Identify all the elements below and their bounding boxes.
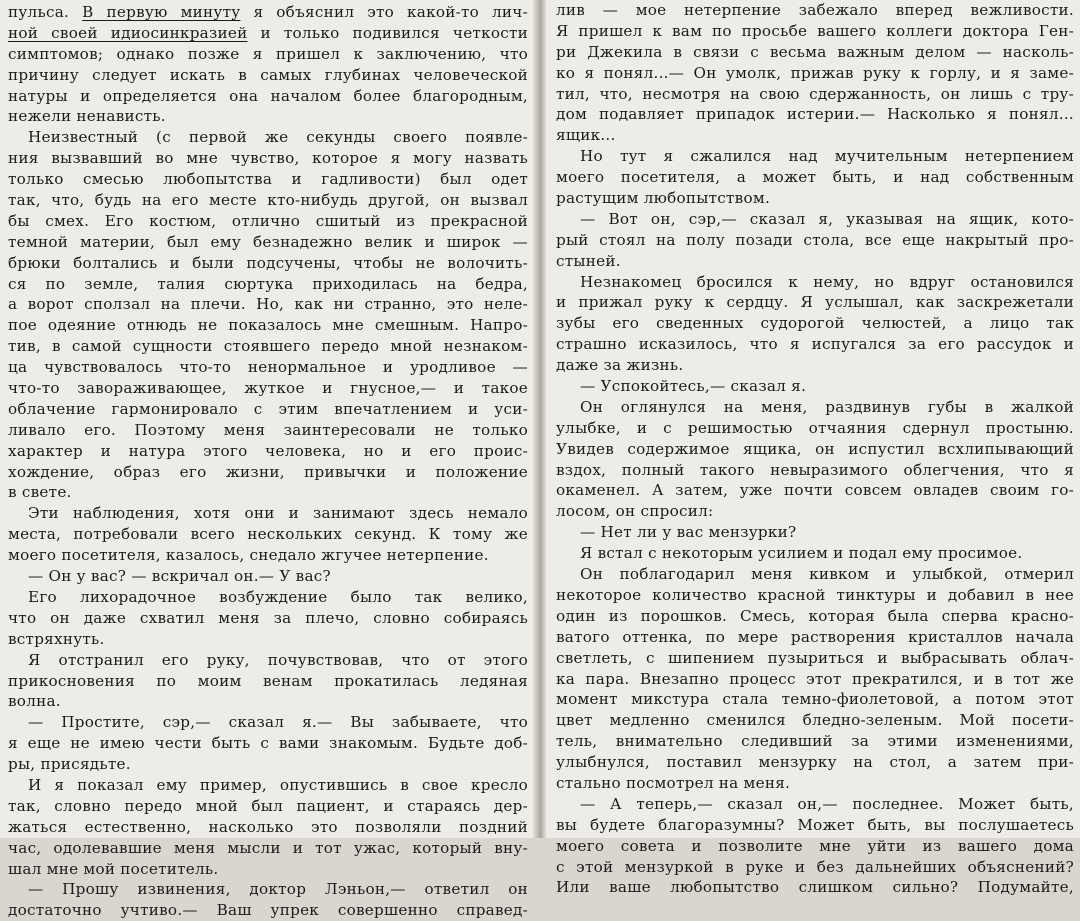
left-page-line: ца чувствовалось что-то ненормальное и уродливое — [8, 358, 528, 377]
right-page-line: ри Джекила в связи с весьма важным делом — насколь- [556, 42, 1074, 61]
left-page-line: нежели ненависть. [8, 107, 166, 126]
right-page-line: растущим любопытством. [556, 189, 771, 208]
left-page-line: ния вызвавший во мне чувство, которое я могу назвать [8, 149, 528, 168]
right-page-line: рый стоял на полу позади стола, все еще накрытый про- [556, 230, 1074, 249]
right-page [546, 0, 1080, 897]
left-page-line: так, словно передо мной был пациент, и стараясь дер- [8, 796, 528, 815]
right-page-line: ящик... [556, 126, 616, 145]
left-page-line: Неизвестный (с первой же секунды своего появле- [28, 128, 528, 147]
left-page-line: я еще не имею чести быть с вами знакомым. Будьте доб- [8, 734, 528, 753]
left-page-line: что он даже схватил меня за плечо, словно собираясь [8, 608, 528, 627]
book-gutter [533, 0, 546, 838]
right-page-line: тель, внимательно следивший за этими изменениями, [556, 732, 1074, 751]
right-page-line: вы будете благоразумны? Может быть, вы послушаетесь [556, 815, 1074, 834]
left-page-line: что-то завораживающее, жуткое и гнусное,— и такое [8, 379, 528, 398]
left-page-line: Эти наблюдения, хотя они и занимают здесь немало [28, 504, 528, 523]
left-page-line: — Прошу извинения, доктор Лэньон,— ответил он [28, 880, 528, 899]
left-page-line: натуры и определяется она началом более благородным, [8, 86, 528, 105]
right-page-line: страшно исказилось, что я испугался за его рассудок и [556, 335, 1074, 354]
left-page-line: в свете. [8, 483, 72, 502]
left-page-line: ся по земле, талия сюртука приходилась на бедра, [8, 274, 528, 293]
right-page-line: окаменел. А затем, уже почти совсем овладев своим го- [556, 481, 1074, 500]
left-page-line: жаться естественно, насколько это позволяли поздний [8, 817, 528, 836]
right-page-line: цвет медленно сменился бледно-зеленым. Мой посети- [556, 711, 1074, 730]
left-page-line: достаточно учтиво.— Ваш упрек совершенно справед- [8, 901, 528, 920]
right-page-line: Я пришел к вам по просьбе вашего коллеги доктора Ген- [556, 21, 1074, 40]
left-page-text [0, 0, 528, 921]
right-page-line: вздох, полный такого невыразимого облегчения, что я [556, 460, 1074, 479]
left-page-line: ры, присядьте. [8, 755, 131, 774]
left-page-line: моего посетителя, казалось, снедало жгучее нетерпение. [8, 546, 489, 565]
left-page-line: ливало его. Поэтому меня заинтересовали не только [8, 420, 528, 439]
left-page-line: брюки болтались и были подсучены, чтобы не волочить- [8, 253, 528, 272]
left-page-line: Я отстранил его руку, почувствовав, что от этого [28, 650, 528, 669]
right-page-line: лив — мое нетерпение забежало вперед вежливости. [556, 1, 1074, 19]
left-page-line: ной своей идиосинкразией и только подивился четкости [8, 23, 528, 42]
right-page-line: зубы его сведенных судорогой челюстей, а лицо так [556, 314, 1074, 333]
left-page-line: темной материи, был ему безнадежно велик и широк — [8, 232, 528, 251]
right-page-line: тил, что, несмотря на свою сдержанность, он лишь с тру- [556, 84, 1074, 103]
right-page-line: Я встал с некоторым усилием и подал ему просимое. [580, 544, 1023, 563]
left-page-line: места, потребовали всего нескольких секунд. К тому же [8, 525, 528, 544]
left-page-line: пое одеяние отнюдь не показалось мне смешным. Напро- [8, 316, 528, 335]
left-page-line: шал мне мой посетитель. [8, 859, 219, 878]
right-page-line: с этой мензуркой в руке и без дальнейших объяснений? [556, 857, 1074, 876]
left-page-line: волна. [8, 692, 61, 711]
right-page-line: даже за жизнь. [556, 356, 684, 375]
right-page-line: моего совета и позволите мне уйти из вашего дома [556, 836, 1074, 855]
right-page-line: моего посетителя, а может быть, и над собственным [556, 168, 1074, 187]
right-page-line: Незнакомец бросился к нему, но вдруг остановился [580, 272, 1074, 291]
right-page-line: стально посмотрел на меня. [556, 773, 791, 792]
left-page-line: а ворот сползал на плечи. Но, как ни странно, это неле- [8, 295, 528, 314]
right-page-line: Он поблагодарил меня кивком и улыбкой, отмерил [580, 565, 1074, 584]
right-page-line: улыбке, и с решимостью отчаяния сдернул простыню. [556, 418, 1074, 437]
left-page-line: хождение, образ его жизни, привычки и положение [8, 462, 528, 481]
left-page-line: — Простите, сэр,— сказал я.— Вы забываете, что [28, 713, 528, 732]
left-page-line: симптомов; однако позже я пришел к заключению, что [8, 44, 528, 63]
right-page-line: и прижал руку к сердцу. Я услышал, как заскрежетали [556, 293, 1074, 312]
left-page-line: — Он у вас? — вскричал он.— У вас? [28, 567, 331, 586]
left-page-line: характер и натура этого человека, но и его проис- [8, 441, 528, 460]
right-page-line: Но тут я сжалился над мучительным нетерпением [580, 147, 1074, 166]
left-page-line: облачение гармонировало с этим впечатлением и уси- [8, 399, 528, 418]
left-page [0, 0, 533, 920]
right-page-line: дом подавляет припадок истерии.— Насколько я понял... [556, 105, 1074, 124]
right-page-line: некоторое количество красной тинктуры и добавил в нее [556, 585, 1074, 604]
right-page-line: — Вот он, сэр,— сказал я, указывая на ящик, кото- [580, 209, 1074, 228]
left-page-line: прикосновения по моим венам прокатилась ледяная [8, 671, 528, 690]
left-page-line: так, что, будь на его месте кто-нибудь другой, он вызвал [8, 191, 528, 210]
left-page-line: встряхнуть. [8, 629, 105, 648]
right-page-line: — Успокойтесь,— сказал я. [580, 377, 807, 396]
right-page-line: один из порошков. Смесь, которая была сперва красно- [556, 606, 1074, 625]
left-page-line: причину следует искать в самых глубинах человеческой [8, 65, 528, 84]
left-page-line: тив, в самой сущности стоявшего передо мной незнаком- [8, 337, 528, 356]
right-page-line: светлеть, с шипением пузыриться и выбрасывать облач- [556, 648, 1074, 667]
right-page-line: лосом, он спросил: [556, 502, 714, 521]
right-page-line: ко я понял...— Он умолк, прижав руку к горлу, и я заме- [556, 63, 1074, 82]
left-page-line: бы смех. Его костюм, отлично сшитый из прекрасной [8, 211, 528, 230]
left-page-line: только смесью любопытства и гадливости) был одет [8, 170, 528, 189]
left-page-line: Его лихорадочное возбуждение было так велико, [28, 587, 528, 606]
right-page-line: Он оглянулся на меня, раздвинув губы в жалкой [580, 397, 1074, 416]
right-page-line: Увидев содержимое ящика, он испустил всхлипывающий [556, 439, 1074, 458]
right-page-line: ватого оттенка, по мере растворения кристаллов начала [556, 627, 1074, 646]
right-page-line: — А теперь,— сказал он,— последнее. Может быть, [580, 794, 1074, 813]
right-page-text [546, 0, 1074, 898]
right-page-line: момент микстура стала темно-фиолетовой, а потом этот [556, 690, 1074, 709]
left-page-line: час, одолевавшие меня мысли и тот ужас, который вну- [8, 838, 528, 857]
left-page-line: И я показал ему пример, опустившись в свое кресло [28, 775, 528, 794]
right-page-line: — Нет ли у вас мензурки? [580, 523, 797, 542]
right-page-line: улыбнулся, поставил мензурку на стол, а затем при- [556, 753, 1074, 772]
right-page-line: стыней. [556, 251, 621, 270]
left-page-line: пульса. В первую минуту я объяснил это какой-то лич- [8, 3, 528, 21]
right-page-line: ка пара. Внезапно процесс этот прекратился, и в тот же [556, 669, 1074, 688]
right-page-line: Или ваше любопытство слишком сильно? Подумайте, [556, 878, 1074, 897]
